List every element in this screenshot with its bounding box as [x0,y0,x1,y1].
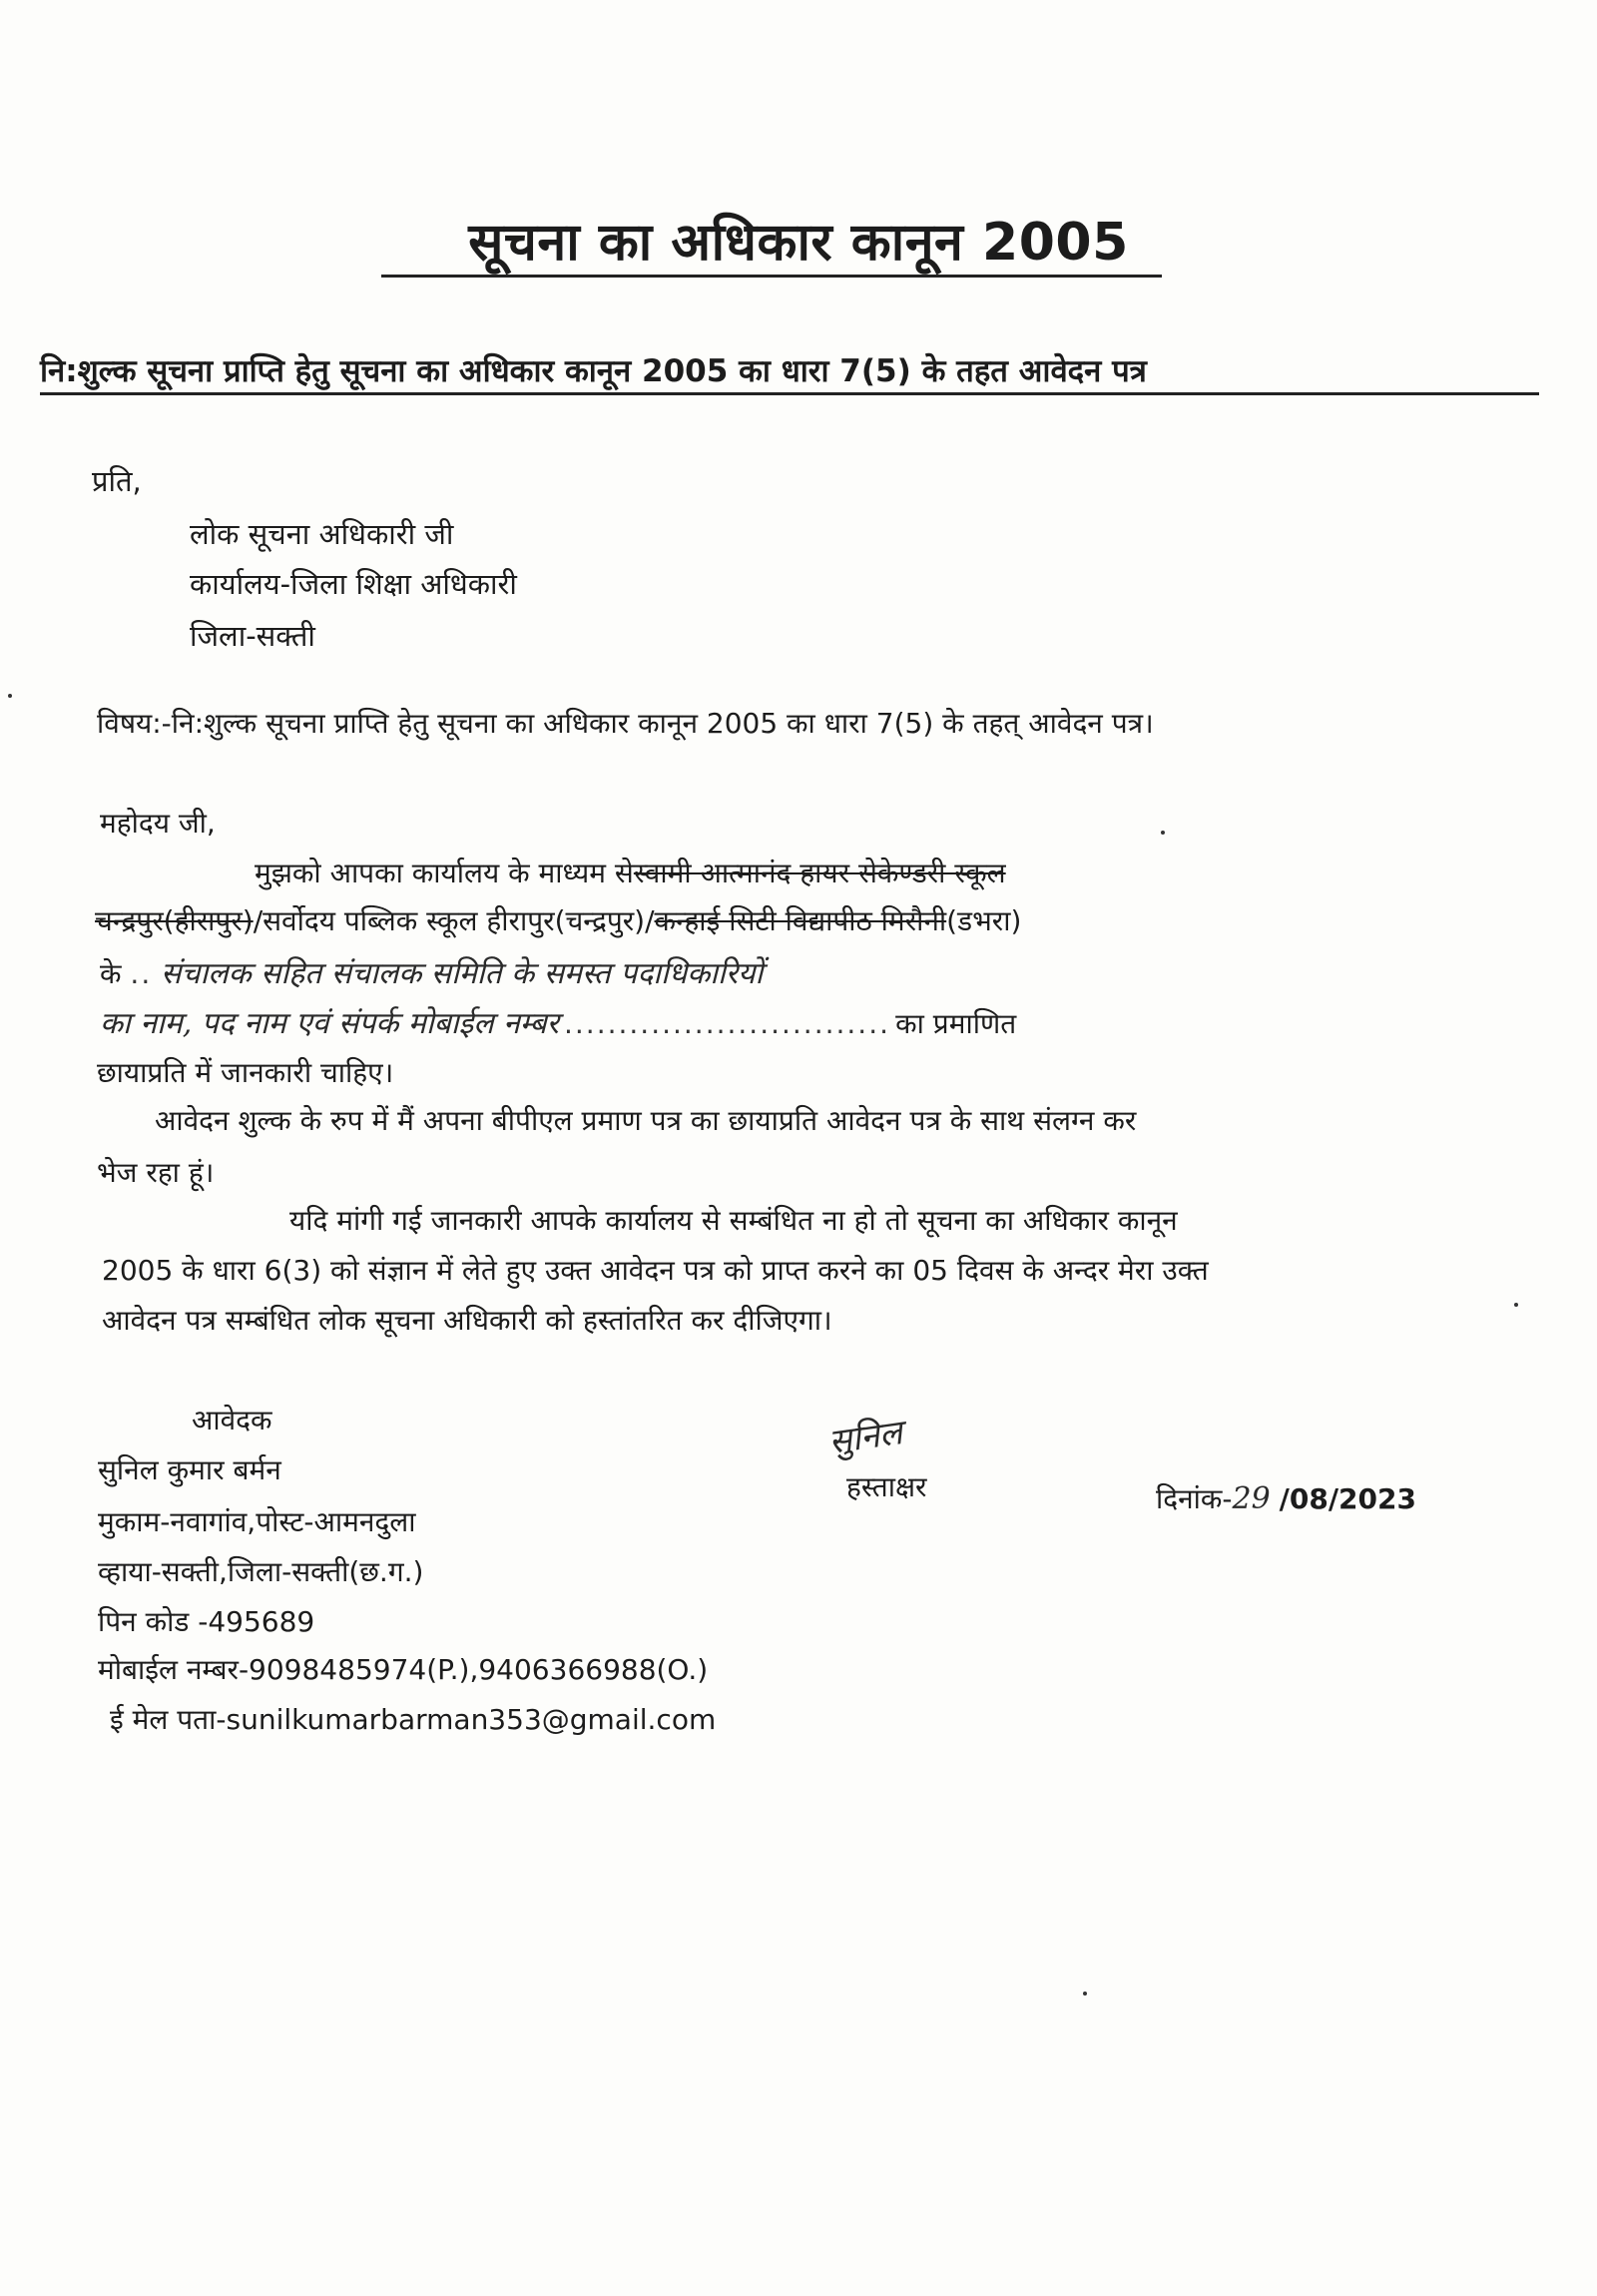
transfer-para-line1: यदि मांगी गई जानकारी आपके कार्यालय से सम्बंधित ना हो तो सूचना का अधिकार कानून [289,1204,1178,1237]
page-subtitle: नि:शुल्क सूचना प्राप्ति हेतु सूचना का अधिकार कानून 2005 का धारा 7(5) के तहत आवेदन पत्र [40,353,1147,389]
title-underline [381,275,1162,278]
body-line2 [95,901,1021,939]
date-day-handwritten: 29 [1232,1481,1271,1516]
body-line3-prefix: के [100,957,122,990]
struck-school-1-place: चन्द्रपुर(हीरापुर) [95,904,254,937]
handwritten-request-2: का नाम, पद नाम एवं संपर्क मोबाईल नम्बर [100,1006,559,1041]
scan-speck [1514,1303,1518,1307]
transfer-para-line3: आवेदन पत्र सम्बंधित लोक सूचना अधिकारी को हस्तांतरित कर दीजिएगा। [102,1304,832,1337]
addressee-prefix: प्रति, [92,464,142,498]
body-line4-suffix: का प्रमाणित [895,1007,1017,1040]
applicant-name: सुनिल कुमार बर्मन [98,1453,281,1486]
body-line2-end: (डभरा) [946,904,1022,937]
handwritten-request-1: संचालक सहित संचालक समिति के समस्त पदाधिकारियों [161,956,764,991]
salutation: महोदय जी, [100,807,216,840]
body-line1-text: मुझको आपका कार्यालय के माध्यम से [255,857,634,889]
subject-line: विषय:-नि:शुल्क सूचना प्राप्ति हेतु सूचना का अधिकार कानून 2005 का धारा 7(5) के तहत् आवेदन पत्र। [97,707,1154,740]
date-label: दिनांक- [1156,1482,1233,1515]
body-line3 [100,951,763,992]
date-month-year: /08/2023 [1279,1482,1416,1515]
addressee-line1: लोक सूचना अधिकारी जी [190,517,454,551]
body-line1 [255,854,1006,891]
subtitle-underline [40,392,1539,395]
body-line4 [100,1001,1509,1042]
scan-speck [1083,1992,1087,1996]
fee-para-line2: भेज रहा हूं। [97,1156,215,1189]
scan-speck [8,694,12,698]
struck-school-1: स्वामी आत्मानंद हायर सेकेण्डरी स्कूल [633,857,1006,889]
applicant-address-1: मुकाम-नवागांव,पोस्ट-आमनदुला [98,1505,416,1538]
date-line [1156,1479,1416,1517]
handwritten-signature: सुनिल [825,1413,905,1462]
addressee-line2: कार्यालय-जिला शिक्षा अधिकारी [190,567,517,601]
dotted-fill: .. [130,957,153,990]
applicant-address-2: व्हाया-सक्ती,जिला-सक्ती(छ.ग.) [98,1555,424,1588]
selected-school: /सर्वोदय पब्लिक स्कूल हीरापुर(चन्द्रपुर)/ [253,904,655,937]
transfer-para-line2: 2005 के धारा 6(3) को संज्ञान में लेते हुए उक्त आवेदन पत्र को प्राप्त करने का 05 दिवस के अन्दर मेरा उक्त [102,1254,1209,1287]
applicant-mobile: मोबाईल नम्बर-9098485974(P.),9406366988(O.) [98,1653,709,1686]
addressee-line3: जिला-सक्ती [190,619,315,653]
page-title: सूचना का अधिकार कानून 2005 [468,213,1129,273]
struck-school-2: कन्हाई सिटी विद्यापीठ मिरौनी [654,904,947,937]
applicant-pin: पिन कोड -495689 [98,1605,315,1638]
body-line5: छायाप्रति में जानकारी चाहिए। [97,1056,394,1089]
applicant-heading: आवेदक [192,1404,272,1436]
dotted-fill: .............................. [564,1007,891,1040]
scan-speck [1161,831,1165,835]
signature-label: हस्ताक्षर [846,1470,927,1503]
applicant-email: ई मेल पता-sunilkumarbarman353@gmail.com [110,1703,717,1736]
fee-para-line1: आवेदन शुल्क के रुप में मैं अपना बीपीएल प्रमाण पत्र का छायाप्रति आवेदन पत्र के साथ संलग्न कर [155,1104,1137,1137]
